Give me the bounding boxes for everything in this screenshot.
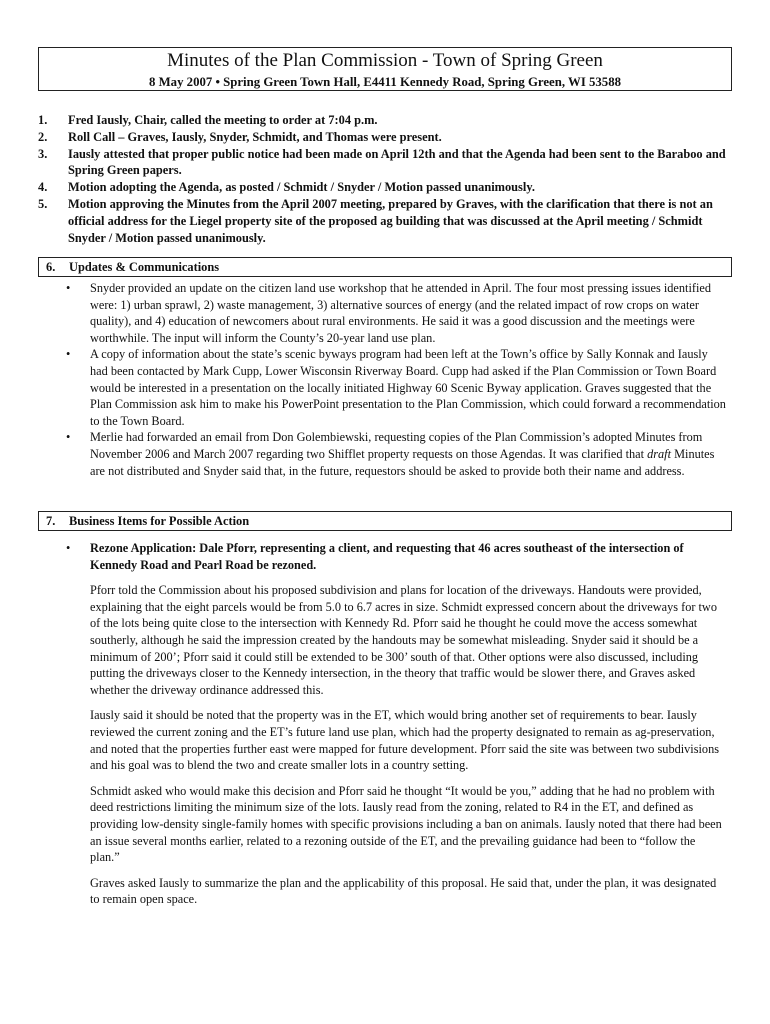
list-item xyxy=(38,196,732,246)
bullet-text xyxy=(90,429,728,479)
list-item xyxy=(38,146,732,180)
bullet-text-italic: draft xyxy=(647,446,672,461)
header-box xyxy=(38,47,732,91)
paragraph: Iausly said it should be noted that the property was in the ET, which would bring another set of requirements to bear. Iausly reviewed the current zoning and the ET’s future land use plan, which had the property designated to remain as ag-preservation, and noted that the properties further east were mapped for future development. Pforr said the site was between two subdivisions and his goal was to blend the two and create smaller lots in a country setting. xyxy=(90,708,720,773)
bullet-icon: • xyxy=(66,430,71,445)
item-text: Motion approving the Minutes from the April 2007 meeting, prepared by Graves, with the clarification that there is not an official address for the Liegel property site of the proposed ag building that was discussed at the April meeting / Schmidt Snyder / Motion passed unanimously. xyxy=(68,196,713,245)
rezone-heading: Rezone Application: Dale Pforr, representing a client, and requesting that 46 acres southeast of the intersection of Kennedy Road and Pearl Road be rezoned. xyxy=(90,541,684,572)
bullet-text: Snyder provided an update on the citizen land use workshop that he attended in April. The four most pressing issues identified were: 1) urban sprawl, 2) waste management, 3) alternative sources of energy (and the related impact of row crops on water quality), and 4) education of newcomers about rural environments. He said it was a good discussion and the meetings were worthwhile. The input will inform the County’s 20-year land use plan. xyxy=(90,281,711,345)
item-number: 5. xyxy=(38,196,48,211)
meeting-info: 8 May 2007 • Spring Green Town Hall, E4411 Kennedy Road, Spring Green, WI 53588 xyxy=(149,75,621,89)
bullet-icon: • xyxy=(66,347,71,362)
bullet-item xyxy=(64,346,728,429)
item-text: Motion adopting the Agenda, as posted / Schmidt / Snyder / Motion passed unanimously. xyxy=(68,180,535,195)
list-item xyxy=(38,129,732,146)
business-section xyxy=(64,540,728,908)
paragraph: Schmidt asked who would make this decision and Pforr said he thought “It would be you,” adding that he had no problem with deed restrictions limiting the minimum size of the lots. Iausly read from the zoning, related to R4 in the ET, and defined as providing low-density single-family homes with specific provisions including a ban on animals. Iausly noted that there had been an issue several months earlier, related to a rezoning outside of the ET, and the prevailing guidance had been to “follow the plan.” xyxy=(90,783,722,865)
item-number: 1. xyxy=(38,113,48,127)
document-title: Minutes of the Plan Commission - Town of Spring Green xyxy=(167,50,603,71)
section-title: Business Items for Possible Action xyxy=(69,514,250,528)
bullet-text: A copy of information about the state’s scenic byways program had been left at the Town’s office by Sally Konnak and Iausly had been contacted by Mark Cupp, Lower Wisconsin Riverway Board. Cupp had asked if the Plan Commission or Town Board would be interested in a presentation on the locally initiated Highway 60 Scenic Byway application. Graves suggested that the Plan Commission ask him to make his PowerPoint presentation to the Plan Commission, which could forward a recommendation to the Town Board. xyxy=(90,347,726,428)
item-text: Iausly attested that proper public notice had been made on April 12th and that the Agenda had been sent to the Baraboo and Spring Green papers. xyxy=(68,146,726,178)
list-item xyxy=(38,112,732,129)
item-number: 3. xyxy=(38,146,48,161)
section-heading-business xyxy=(38,511,732,531)
item-number: 2. xyxy=(38,129,48,144)
bullet-text-part: Minutes are not distributed and Snyder said that, in the future, requestors should be asked to provide both their name and address. xyxy=(90,446,715,478)
bullet-icon: • xyxy=(66,541,71,555)
bullet-item xyxy=(64,540,728,573)
numbered-items xyxy=(38,112,732,246)
section-number: 6. xyxy=(46,260,56,274)
list-item xyxy=(38,179,732,196)
paragraph: Graves asked Iausly to summarize the plan and the applicability of this proposal. He said that, under the plan, it was designated to remain open space. xyxy=(90,875,717,907)
section-heading-updates xyxy=(38,257,732,277)
bullet-icon: • xyxy=(66,281,71,295)
section-number: 7. xyxy=(46,514,56,528)
paragraph: Pforr told the Commission about his proposed subdivision and plans for location of the driveways. Handouts were provided, explaining that the eight parcels would be from 5.0 to 6.7 acres in size. Schmidt expressed concern about the driveways for two of the lots being quite close to the intersection with Kennedy Rd. Pforr said he thought he could move the access somewhat southerly, although he said the impression created by the handouts may be somewhat misleading. Snyder said it should be a minimum of 200’; Pforr said it could still be extended to be 300’ south of that. Other options were also discussed, including putting the driveways closer to the Kennedy intersection, in the theory that traffic would be slower there, and Graves asked whether the driveway ordinance addressed this. xyxy=(90,583,717,697)
item-text: Roll Call – Graves, Iausly, Snyder, Schmidt, and Thomas were present. xyxy=(68,129,442,144)
section-title: Updates & Communications xyxy=(69,260,220,274)
item-text: Fred Iausly, Chair, called the meeting to order at 7:04 p.m. xyxy=(68,113,378,127)
bullet-text-part: Merlie had forwarded an email from Don Golembiewski, requesting copies of the Plan Commission’s adopted Minutes from November 2006 and March 2007 regarding two Shifflet property requests on those Agendas. It was clarified that xyxy=(90,430,703,461)
updates-section xyxy=(64,280,728,479)
item-number: 4. xyxy=(38,180,48,195)
bullet-item xyxy=(64,280,728,346)
bullet-item xyxy=(64,429,728,479)
